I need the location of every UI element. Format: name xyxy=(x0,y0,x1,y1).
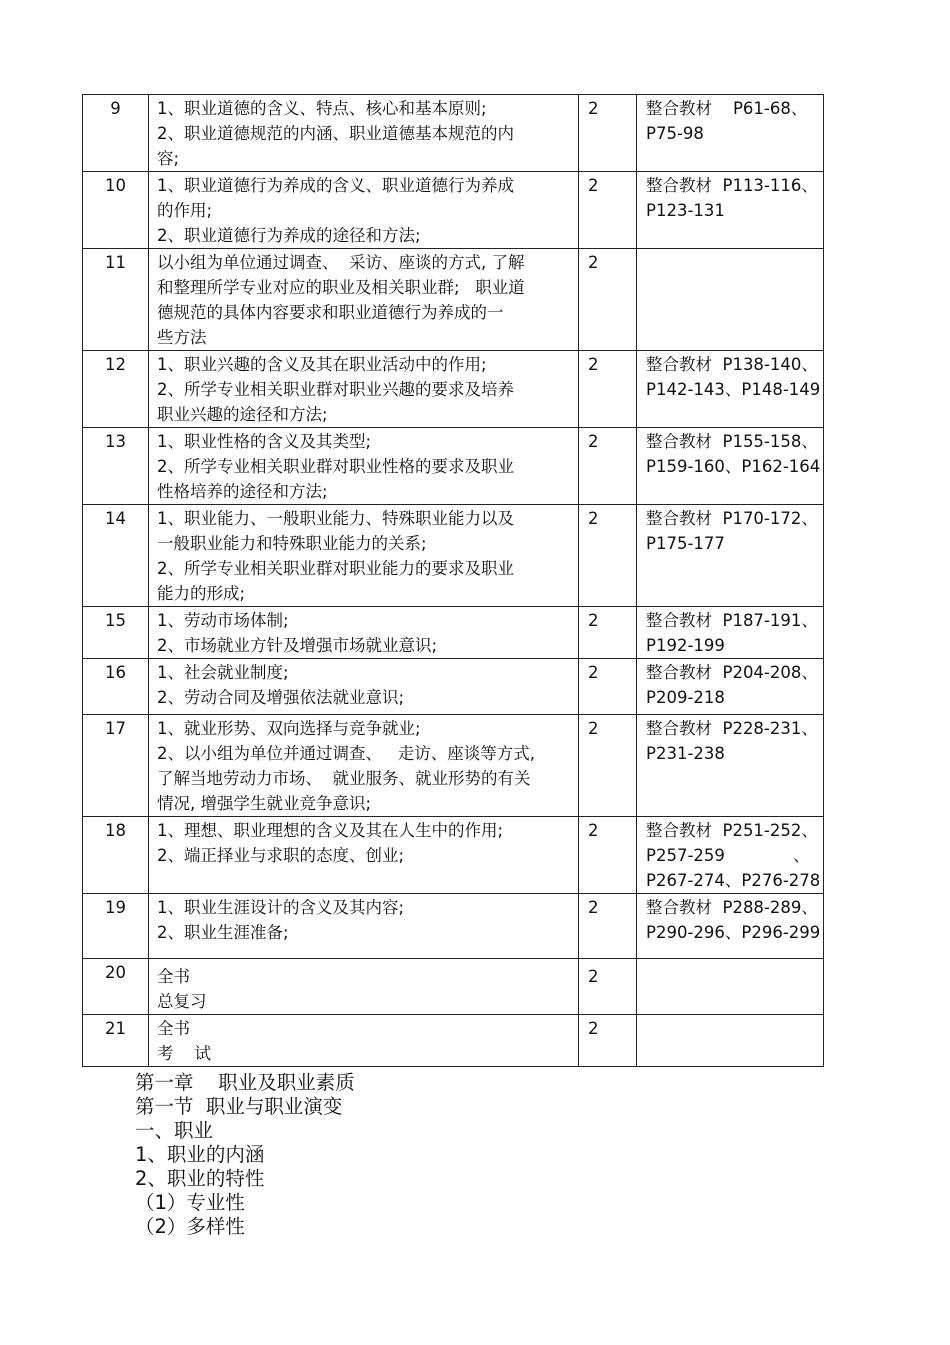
table-row xyxy=(83,715,824,817)
week-cell: 14 xyxy=(83,505,149,607)
content-line: 1、职业道德的含义、特点、核心和基本原则; xyxy=(157,99,487,118)
table-row xyxy=(83,659,824,715)
course-schedule-table xyxy=(82,94,824,1067)
reference-cell xyxy=(637,817,824,894)
reference-cell xyxy=(637,715,824,817)
content-line: 性格培养的途径和方法; xyxy=(157,482,328,501)
table-row xyxy=(83,351,824,428)
reference-line: P142-143、P148-149 xyxy=(646,380,821,399)
reference-line: 整合教材 P228-231、 xyxy=(646,719,818,738)
content-line: 和整理所学专业对应的职业及相关职业群; 职业道 xyxy=(157,278,525,297)
reference-line: 整合教材 P61-68、 xyxy=(646,99,808,118)
reference-line: 整合教材 P251-252、 xyxy=(646,821,818,840)
reference-cell xyxy=(637,351,824,428)
week-cell: 21 xyxy=(83,1015,149,1067)
content-line: 1、劳动市场体制; xyxy=(157,611,289,630)
hours-cell: 2 xyxy=(579,817,637,894)
content-line: 以小组为单位通过调查、 采访、座谈的方式, 了解 xyxy=(157,253,525,272)
table-row xyxy=(83,249,824,351)
table-row xyxy=(83,172,824,249)
content-line: 总复习 xyxy=(157,992,207,1011)
table-row xyxy=(83,959,824,1015)
content-cell xyxy=(149,95,579,172)
content-cell xyxy=(149,959,579,1015)
content-line: 2、以小组为单位并通过调查、 走访、座谈等方式, xyxy=(157,744,535,763)
content-line: 2、职业道德行为养成的途径和方法; xyxy=(157,226,421,245)
reference-line: 整合教材 P187-191、 xyxy=(646,611,818,630)
content-cell xyxy=(149,172,579,249)
content-line: 职业兴趣的途径和方法; xyxy=(157,405,328,424)
week-cell: 11 xyxy=(83,249,149,351)
table-row xyxy=(83,817,824,894)
table-row xyxy=(83,428,824,505)
hours-cell: 2 xyxy=(579,172,637,249)
hours-cell: 2 xyxy=(579,715,637,817)
reference-line: P257-259 、 xyxy=(646,846,810,865)
content-line: 1、职业性格的含义及其类型; xyxy=(157,432,372,451)
reference-cell xyxy=(637,172,824,249)
reference-line: 整合教材 P204-208、 xyxy=(646,663,818,682)
reference-cell xyxy=(637,428,824,505)
hours-cell: 2 xyxy=(579,95,637,172)
content-line: 1、职业能力、一般职业能力、特殊职业能力以及 xyxy=(157,509,514,528)
week-cell: 17 xyxy=(83,715,149,817)
week-cell: 13 xyxy=(83,428,149,505)
reference-cell xyxy=(637,1015,824,1067)
table-row xyxy=(83,894,824,959)
content-cell xyxy=(149,894,579,959)
week-cell: 9 xyxy=(83,95,149,172)
content-line: 容; xyxy=(157,149,180,168)
content-cell xyxy=(149,817,579,894)
reference-line: P290-296、P296-299 xyxy=(646,923,821,942)
reference-line: 整合教材 P170-172、 xyxy=(646,509,818,528)
content-line: 德规范的具体内容要求和职业道德行为养成的一 xyxy=(157,303,504,322)
hours-cell: 2 xyxy=(579,428,637,505)
section-heading: 第一节 职业与职业演变 xyxy=(135,1095,343,1118)
content-cell xyxy=(149,715,579,817)
reference-line: P123-131 xyxy=(646,201,725,220)
content-cell xyxy=(149,505,579,607)
table-row xyxy=(83,95,824,172)
content-line: 1、职业生涯设计的含义及其内容; xyxy=(157,898,405,917)
content-line: 2、职业道德规范的内涵、职业道德基本规范的内 xyxy=(157,124,514,143)
reference-line: P175-177 xyxy=(646,534,725,553)
week-cell: 15 xyxy=(83,607,149,659)
reference-line: P192-199 xyxy=(646,636,725,655)
content-cell xyxy=(149,351,579,428)
hours-cell: 2 xyxy=(579,249,637,351)
table-row xyxy=(83,1015,824,1067)
week-cell: 12 xyxy=(83,351,149,428)
hours-cell: 2 xyxy=(579,607,637,659)
content-line: 一般职业能力和特殊职业能力的关系; xyxy=(157,534,427,553)
reference-cell xyxy=(637,249,824,351)
content-line: 了解当地劳动力市场、 就业服务、就业形势的有关 xyxy=(157,769,531,788)
hours-cell: 2 xyxy=(579,505,637,607)
hours-cell: 2 xyxy=(579,659,637,715)
chapter-heading: 第一章 职业及职业素质 xyxy=(135,1071,355,1094)
outline-item: 1、职业的内涵 xyxy=(135,1143,265,1166)
reference-cell xyxy=(637,959,824,1015)
content-cell xyxy=(149,607,579,659)
reference-line: 整合教材 P155-158、 xyxy=(646,432,818,451)
content-line: 2、市场就业方针及增强市场就业意识; xyxy=(157,636,438,655)
reference-line: P231-238 xyxy=(646,744,725,763)
outline-item: （1）专业性 xyxy=(135,1191,245,1214)
schedule-body xyxy=(83,95,824,1067)
content-line: 1、就业形势、双向选择与竞争就业; xyxy=(157,719,421,738)
reference-cell xyxy=(637,659,824,715)
outline-item: 一、职业 xyxy=(135,1119,214,1142)
table-row xyxy=(83,607,824,659)
reference-line: P159-160、P162-164 xyxy=(646,457,821,476)
chapter-outline xyxy=(135,1071,355,1239)
hours-cell: 2 xyxy=(579,894,637,959)
reference-line: 整合教材 P113-116、 xyxy=(646,176,818,195)
hours-cell: 2 xyxy=(579,959,637,1015)
content-line: 2、所学专业相关职业群对职业性格的要求及职业 xyxy=(157,457,514,476)
content-line: 2、端正择业与求职的态度、创业; xyxy=(157,846,405,865)
content-line: 1、社会就业制度; xyxy=(157,663,289,682)
reference-cell xyxy=(637,95,824,172)
outline-item: 2、职业的特性 xyxy=(135,1167,265,1190)
content-cell xyxy=(149,659,579,715)
reference-line: P209-218 xyxy=(646,688,725,707)
content-line: 2、职业生涯准备; xyxy=(157,923,289,942)
week-cell: 16 xyxy=(83,659,149,715)
content-line: 全书 xyxy=(157,1019,190,1038)
reference-line: P75-98 xyxy=(646,124,704,143)
reference-line: 整合教材 P288-289、 xyxy=(646,898,818,917)
content-cell xyxy=(149,1015,579,1067)
content-line: 1、职业兴趣的含义及其在职业活动中的作用; xyxy=(157,355,487,374)
content-line: 的作用; xyxy=(157,201,213,220)
week-cell: 19 xyxy=(83,894,149,959)
week-cell: 10 xyxy=(83,172,149,249)
week-cell: 20 xyxy=(83,959,149,1015)
content-line: 情况, 增强学生就业竞争意识; xyxy=(157,794,372,813)
content-line: 2、劳动合同及增强依法就业意识; xyxy=(157,688,405,707)
content-line: 1、理想、职业理想的含义及其在人生中的作用; xyxy=(157,821,504,840)
week-cell: 18 xyxy=(83,817,149,894)
content-cell xyxy=(149,428,579,505)
content-line: 考 试 xyxy=(157,1044,211,1063)
reference-cell xyxy=(637,505,824,607)
table-row xyxy=(83,505,824,607)
hours-cell: 2 xyxy=(579,351,637,428)
content-cell xyxy=(149,249,579,351)
content-line: 能力的形成; xyxy=(157,584,246,603)
content-line: 2、所学专业相关职业群对职业兴趣的要求及培养 xyxy=(157,380,514,399)
content-line: 些方法 xyxy=(157,328,207,347)
hours-cell: 2 xyxy=(579,1015,637,1067)
content-line: 1、职业道德行为养成的含义、职业道德行为养成 xyxy=(157,176,514,195)
reference-cell xyxy=(637,607,824,659)
outline-item: （2）多样性 xyxy=(135,1215,245,1238)
content-line: 2、所学专业相关职业群对职业能力的要求及职业 xyxy=(157,559,514,578)
content-line: 全书 xyxy=(157,967,190,986)
reference-line: 整合教材 P138-140、 xyxy=(646,355,818,374)
reference-cell xyxy=(637,894,824,959)
reference-line: P267-274、P276-278 xyxy=(646,871,821,890)
